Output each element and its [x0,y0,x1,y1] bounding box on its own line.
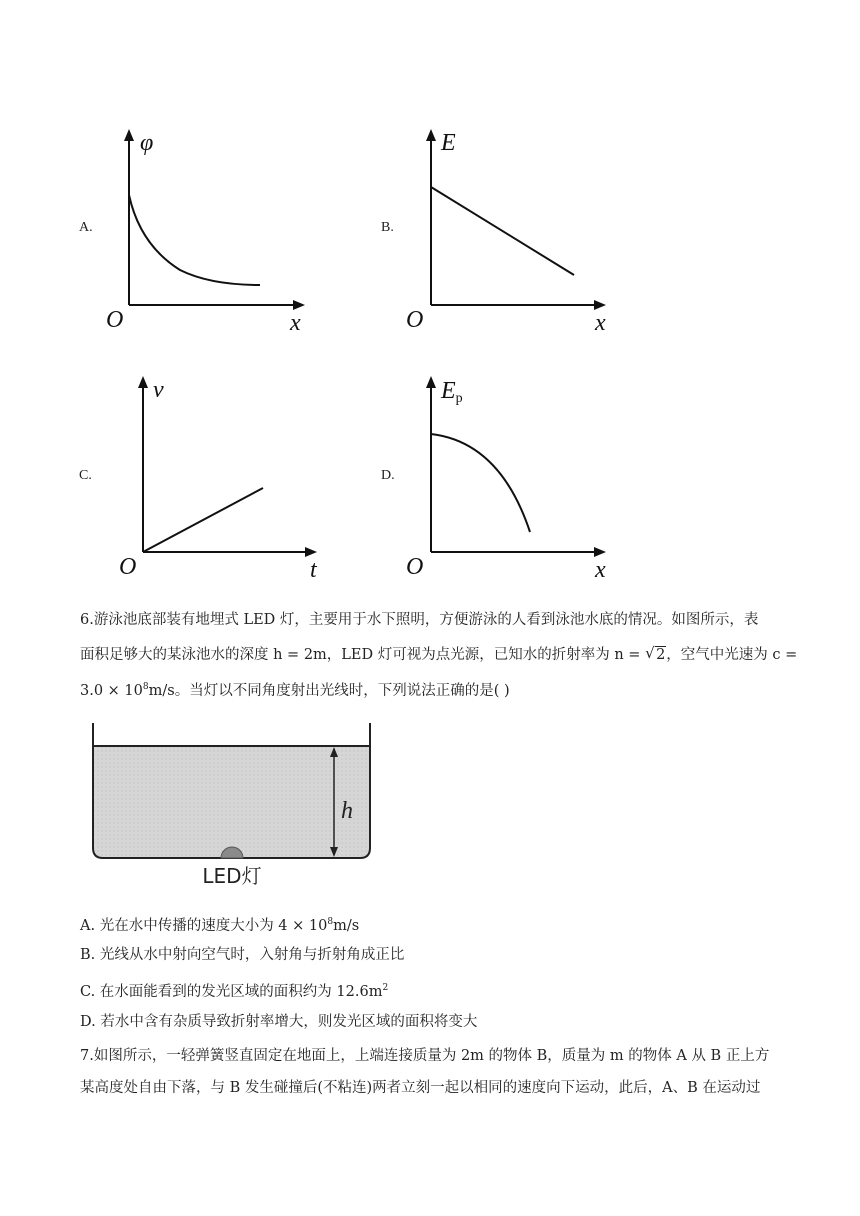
graph-b [400,125,615,335]
option-d-letter: D. [381,468,395,483]
pool-water [93,746,370,858]
q7-line-2: 某高度处自由下落，与 B 发生碰撞后(不粘连)两者立刻一起以相同的速度向下运动，此后，A、B 在运动过 [80,1080,761,1096]
choice-c: C. 在水面能看到的发光区域的面积约为 $12.6m^2$ [80,983,389,1000]
choice-a: A. 光在水中传播的速度大小为 $4 \times 10^8m/s$ [80,917,360,934]
graph-c-ylabel: v [153,377,164,403]
graph-a-xlabel: x [290,310,301,335]
graph-a-origin: O [106,307,124,333]
graph-d-ylabel: Ep [441,378,463,406]
graph-c-origin: O [119,554,137,580]
choice-b: B. 光线从水中射向空气时，入射角与折射角成正比 [80,947,405,963]
option-c-letter: C. [79,468,92,483]
graph-d [400,372,615,582]
q6-line-1: 6.游泳池底部装有地埋式 LED 灯，主要用于水下照明，方便游泳的人看到泳池水底的情况。如图所示，表 [80,612,759,628]
graph-c-line [143,488,263,552]
graph-c-xlabel: t [310,557,317,582]
option-b-letter: B. [381,220,394,235]
pool-figure [85,718,385,893]
lamp-label: LED灯 [202,864,262,888]
graph-b-xlabel: x [595,310,606,335]
graph-b-line [431,187,574,275]
graph-b-origin: O [406,307,424,333]
choice-d: D. 若水中含有杂质导致折射率增大，则发光区域的面积将变大 [80,1014,478,1030]
option-a-letter: A. [79,220,93,235]
graph-d-curve [431,434,530,532]
q6-line-2: 面积足够大的某泳池水的深度 h = 2m，LED 灯可视为点光源，已知水的折射率为 n = √ 2，空气中光速为 c = [80,644,798,663]
graph-c [115,372,330,582]
graph-a-curve [129,195,260,285]
graph-b-ylabel: E [441,130,456,156]
depth-label: h [341,798,353,824]
graph-a-ylabel: φ [140,130,154,156]
sqrt-2: √ 2 [645,644,666,663]
graph-a [100,125,315,335]
q7-line-1: 7.如图所示，一轻弹簧竖直固定在地面上，上端连接质量为 2m 的物体 B，质量为 m 的物体 A 从 B 正上方 [80,1048,770,1064]
graph-d-origin: O [406,554,424,580]
q6-line-3: $3.0 \times 10^8m/s$。当灯以不同角度射出光线时，下列说法正确的是( ) [80,682,510,699]
graph-d-xlabel: x [595,557,606,582]
